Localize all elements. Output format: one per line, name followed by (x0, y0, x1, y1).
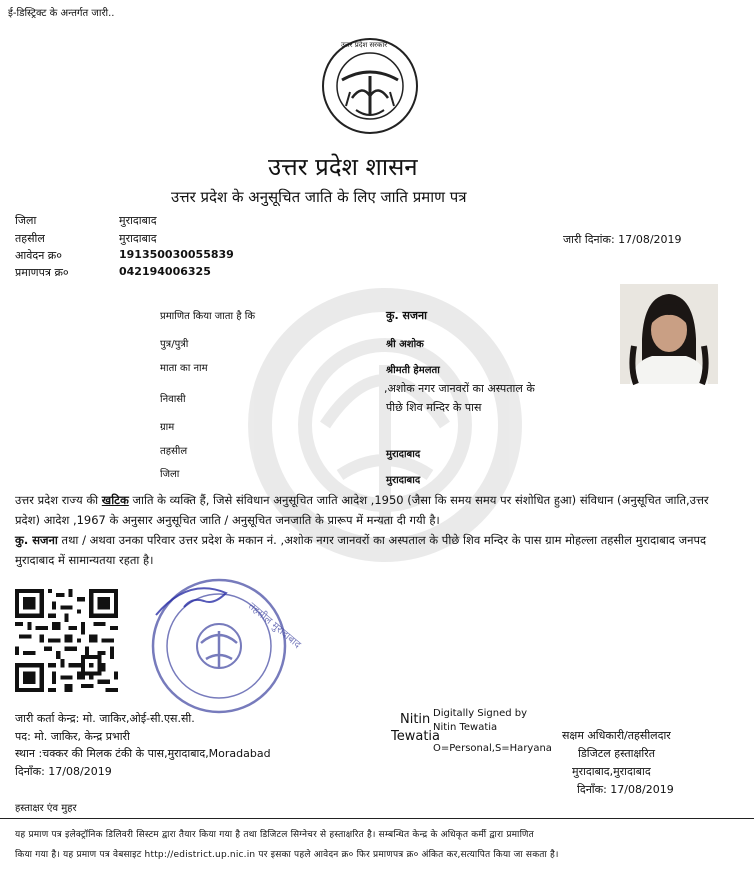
authority-place: मुरादाबाद,मुरादाबाद (572, 765, 651, 778)
applicant-name: कु. सजना (386, 309, 428, 322)
residence-applicant-name: कु. सजना (15, 533, 58, 547)
header-note: ई-डिस्ट्रिक्ट के अन्तर्गत जारी.. (8, 8, 115, 19)
tehsil-value: मुरादाबाद (119, 232, 157, 245)
caste-statement-start: उत्तर प्रदेश राज्य की (15, 493, 102, 507)
issuer-post: पद: मो. जाकिर, केन्द्र प्रभारी (15, 730, 130, 743)
tehsil-seal-stamp (148, 575, 303, 717)
authority-title: सक्षम अधिकारी/तहसीलदार (562, 729, 671, 742)
up-government-emblem (320, 36, 420, 136)
village-label: ग्राम (160, 422, 175, 433)
residence-statement (15, 530, 735, 570)
signer-name-first: Nitin (400, 712, 431, 727)
issue-date: जारी दिनांक: 17/08/2019 (563, 233, 682, 246)
residence-statement-text: तथा / अथवा उनका परिवार उत्तर प्रदेश के मकान नं. ,अशोक नगर जानवरों का अस्पताल के पीछे शिव मन्दिर के पास ग्राम मोहल्ला तहसील मुरादाबाद जनपद मुरादाबाद में सामान्यतया रहता है। (15, 533, 707, 567)
qr-code[interactable] (15, 589, 118, 692)
detail-tehsil-label: तहसील (160, 446, 188, 457)
issuer-date: दिनाँक: 17/08/2019 (15, 765, 112, 778)
page-title: उत्तर प्रदेश शासन (268, 153, 418, 181)
resident-address-line1: ,अशोक नगर जानवरों का अस्पताल के (384, 382, 535, 395)
issuer-place: स्थान :चक्कर की मिलक टंकी के पास,मुरादाबाद,Moradabad (15, 747, 271, 760)
certificate-subtitle: उत्तर प्रदेश के अनुसूचित जाति के लिए जाति प्रमाण पत्र (171, 188, 467, 206)
issuing-center: जारी कर्ता केन्द्र: मो. जाकिर,ओई-सी.एस.सी. (15, 712, 195, 725)
child-label: पुत्र/पुत्री (160, 339, 189, 350)
authority-date: दिनाँक: 17/08/2019 (577, 783, 674, 796)
signer-name-last: Tewatia (391, 729, 441, 744)
authority-digital-sign: डिजिटल हस्ताक्षरित (578, 747, 655, 760)
detail-tehsil-value: मुरादाबाद (386, 449, 421, 460)
father-name: श्री अशोक (386, 339, 424, 350)
digital-sign-line1: Digitally Signed by (433, 708, 528, 719)
resident-label: निवासी (160, 394, 186, 405)
digital-sign-line3: O=Personal,S=Haryana (433, 743, 552, 754)
certificate-label: प्रमाणपत्र क्र० (15, 266, 69, 279)
sign-and-seal-label: हस्ताक्षर एंव मुहर (15, 803, 77, 814)
certificate-number: 042194006325 (119, 265, 211, 278)
resident-address-line2: पीछे शिव मन्दिर के पास (386, 401, 482, 414)
footer-divider (0, 818, 754, 819)
seal-text: तहसील मुरादाबाद (246, 600, 303, 651)
footer-note-line2: किया गया है। यह प्रमाण पत्र वेबसाइट http://edistrict.up.nic.in पर इसका पहले आवेदन क्र० फिर प्रमाणपत्र क्र० अंकित कर,सत्यापित किया जा सकता है। (15, 850, 559, 860)
caste-statement (15, 490, 735, 530)
footer-note-line1: यह प्रमाण पत्र इलेक्ट्रॉनिक डिलिवरी सिस्टम द्वारा तैयार किया गया है तथा डिजिटल सिग्नेचर से हस्ताक्षरित है। सम्बन्धित केन्द्र के अधिकृत कर्मी द्वारा प्रमाणित (15, 830, 534, 840)
application-label: आवेदन क्र० (15, 249, 62, 262)
caste-statement-rest: जाति के व्यक्ति हैं, जिसे संविधान अनुसूचित जाति आदेश ,1950 (जैसा कि समय समय पर संशोधित हुआ) संविधान (अनुसूचित जाति,उत्तर प्रदेश) आदेश ,1967 के अनुसार अनुसूचित जाति / अनुसूचित जनजाति के प्रारूप में मन्यता दी गयी है। (15, 493, 709, 527)
certify-label: प्रमाणित किया जाता है कि (160, 311, 256, 322)
applicant-photo (620, 284, 718, 384)
digital-sign-line2: Nitin Tewatia (433, 722, 498, 733)
emblem-text: उत्तर प्रदेश सरकार (341, 41, 388, 49)
caste-name: खटिक (101, 493, 129, 507)
application-number: 191350030055839 (119, 248, 234, 261)
district-label: जिला (15, 214, 37, 227)
detail-district-label: जिला (160, 469, 180, 480)
detail-district-value: मुरादाबाद (386, 475, 421, 486)
mother-label: माता का नाम (160, 363, 208, 374)
mother-name: श्रीमती हेमलता (386, 365, 440, 376)
tehsil-label: तहसील (15, 232, 45, 245)
district-value: मुरादाबाद (119, 214, 157, 227)
